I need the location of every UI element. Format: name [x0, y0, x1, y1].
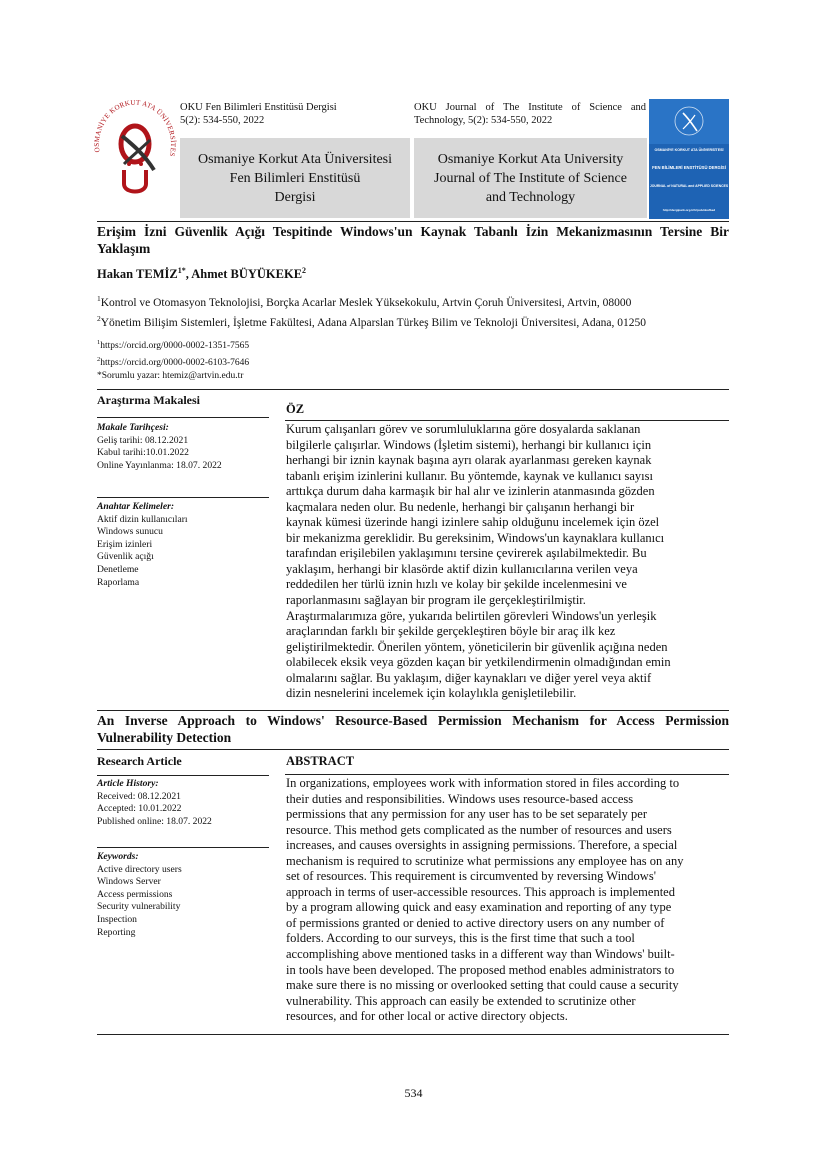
article-type-tr: Araştırma Makalesi — [97, 393, 200, 407]
page-number: 534 — [404, 1086, 423, 1100]
left-citation: OKU Fen Bilimleri Enstitüsü Dergisi 5(2): 534-550, 2022 — [180, 102, 337, 126]
corresponding-author: *Sorumlu yazar: htemiz@artvin.edu.tr — [97, 371, 244, 382]
article-type-en: Research Article — [97, 754, 182, 768]
section-rule-tr-top — [97, 389, 729, 390]
orcid-list — [97, 336, 497, 383]
side-rule-en-2 — [97, 847, 269, 848]
keywords-en: Keywords: Active directory users Windows Server Access permissions Security vulnerability Inspection Reporting — [97, 851, 182, 938]
affiliation-2: $^2$Yönetim Bilişim Sistemleri, İşletme Fakültesi, Adana Alparslan Türkeş Bilim ve Teknoloji Üniversitesi, Adana, 01250 — [97, 313, 647, 329]
side-rule-tr-1 — [97, 417, 269, 418]
abstract-rule-en — [285, 774, 729, 775]
right-citation: OKU Journal of The Institute of Science and Technology, 5(2): 534-550, 2022 — [414, 102, 646, 126]
cover-sub-text: JOURNAL of NATURAL and APPLIED SCIENCES — [649, 184, 729, 188]
section-rule-en-bottom — [97, 1034, 729, 1035]
cover-url-text: http://dergipark.org.tr/tr/pub/okufbed — [662, 208, 716, 212]
article-history-tr: Makale Tarihçesi: Geliş tarihi: 08.12.2021 Kabul tarihi:10.01.2022 Online Yayınlanma: 18.07. 2022 — [97, 422, 222, 471]
article-title-tr: Erişim İzni Güvenlik Açığı Tespitinde Windows'un Kaynak Tabanlı İzin Mekanizmasının Tersine Bir Yaklaşım — [97, 224, 729, 256]
journal-title-en: Osmaniye Korkut Ata University Journal of The Institute of Science and Technology — [414, 138, 647, 218]
affiliations — [97, 291, 737, 331]
abstract-body-tr: Kurum çalışanları görev ve sorumluluklarına göre dosyalarda saklanan bilgilerle çalışırlar. Windows (İşletim sistemi), herhangi bir kullanıcı için herhangi bir iznin kaynak başına ayrı olarak ayarlanması gereken kaynak tabanlı erişim izinlerini kullanır. Bu yöntemde, kaynak ve kullanıcı sayısı arttıkça durum daha karmaşık bir hal alır ve izinlerin atanmasında gözden kaçmalara neden olur. Bu nedenle, herhangi bir çalışanın herhangi bir kaynak kümesi üzerinde hangi izinlere sahip olduğunu incelemek için özel bir mekanizma gereklidir. Bu gereksinim, Windows'un kaynaklara kullanıcı tarafından erişilebilen yaklaşımını tersine çevirerek aşılabilmektedir. Bu yaklaşım, herhangi bir klasörde aktif dizin kullanıcılarına verilen veya reddedilen her türlü iznin hızlı ve kolay bir şekilde incelenmesini ve raporlanmasını sağlayan bir program ile gerçekleştirilmiştir. Araştırmalarımıza göre, yukarıda belirtilen görevleri Windows'un yerleşik araçlarından farklı bir şekilde gerçekleştiren böyle bir araç ilk kez geliştirilmektedir. Önerilen yöntem, yöneticilerin bir güvenlik açığına neden olabilecek eksik veya gözden kaçan bir yetkilendirmenin olmadığından emin olmalarını sağlar. Bu yaklaşım, diğer kaynakları ve diğer yerel veya aktif dizin nesnelerini incelemek için kolaylıkla genişletilebilir. — [286, 422, 671, 701]
section-rule-en-top — [97, 749, 729, 750]
orcid-2[interactable]: $^2$https://orcid.org/0000-0002-6103-7646 — [97, 356, 250, 369]
university-logo — [92, 98, 178, 202]
author-list: Hakan $TEMİZ^{1*}$, Ahmet BÜYÜKEKE$^2$ — [97, 266, 307, 282]
journal-title-tr: Osmaniye Korkut Ata Üniversitesi Fen Bilimleri Enstitüsü Dergisi — [180, 138, 410, 218]
author-2: Ahmet BÜYÜKEKE$^2$ — [191, 266, 307, 282]
affiliation-1: $^1$Kontrol ve Otomasyon Teknolojisi, Borçka Acarlar Meslek Yüksekokulu, Artvin Çoruh Üniversitesi, Artvin, 08000 — [97, 294, 632, 309]
side-rule-tr-2 — [97, 497, 269, 498]
article-history-en: Article History: Received: 08.12.2021 Accepted: 10.01.2022 Published online: 18.07. 2022 — [97, 778, 212, 827]
abstract-heading-en: ABSTRACT — [286, 754, 355, 768]
side-rule-en-1 — [97, 775, 269, 776]
abstract-heading-tr: ÖZ — [286, 402, 305, 416]
author-1: Hakan $TEMİZ^{1*}$ — [97, 266, 186, 282]
orcid-1[interactable]: $^1$https://orcid.org/0000-0002-1351-7565 — [97, 339, 250, 352]
abstract-body-en: In organizations, employees work with information stored in files according to their duties and responsibilities. Windows uses resource-based access permissions that any permission for any user has to be set separately per resource. This method gets complicated as the number of resources and users increases, and causes oversights in assigning permissions. Therefore, a special mechanism is required to scrutinize what permissions any employee has on any set of resources. This requirement is circumvented by reversing Windows' approach in terms of user-accessible resources. This approach is implemented by a program allowing quick and easy examination and reporting of any type of permissions granted or denied to active directory users on any number of folders. According to our surveys, this is the first time that such a tool accomplishing above mentioned tasks in a different way than Windows' built- in tools have been developed. The proposed method enables administrators to make sure there is no missing or overlooked setting that could cause a security vulnerability. This approach can easily be extended to scrutinize other resources, and for other local or active directory objects. — [286, 776, 684, 1024]
cover-mid-text: FEN BİLİMLERİ ENSTİTÜSÜ DERGİSİ — [652, 165, 726, 170]
article-title-en: An Inverse Approach to Windows' Resource-Based Permission Mechanism for Access Permission Vulnerability Detection — [97, 713, 729, 745]
header-rule — [97, 221, 729, 222]
keywords-tr: Anahtar Kelimeler: Aktif dizin kullanıcıları Windows sunucu Erişim izinleri Güvenlik açığı Denetleme Raporlama — [97, 501, 188, 588]
cover-top-text: OSMANİYE KORKUT ATA ÜNİVERSİTESİ — [654, 148, 724, 152]
section-rule-tr-bottom — [97, 710, 729, 711]
logo-arc-text: OSMANİYE KORKUT ATA ÜNİVERSİTES — [92, 98, 178, 158]
journal-cover — [649, 99, 729, 219]
abstract-rule-tr — [285, 420, 729, 421]
